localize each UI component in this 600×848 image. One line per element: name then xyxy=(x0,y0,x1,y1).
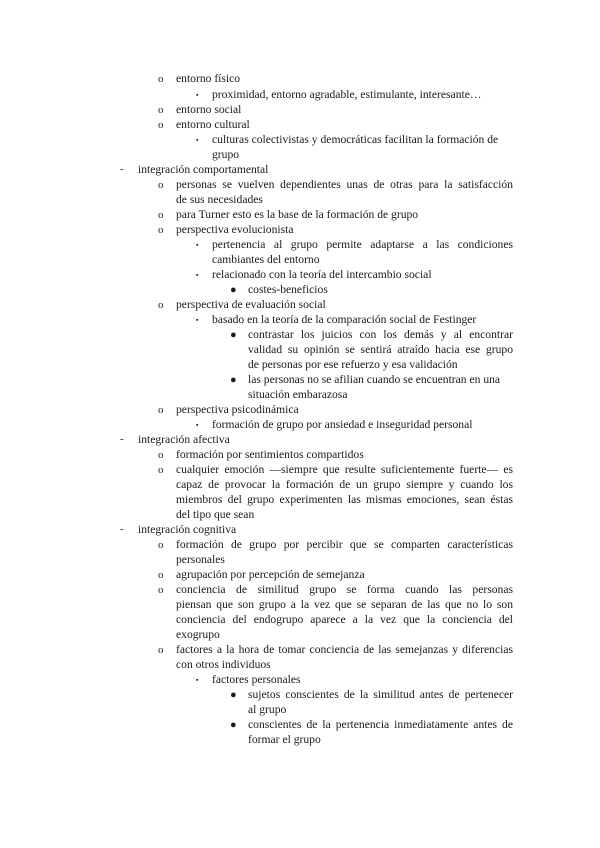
list-item-line: contrastar los juicios con los demás y al encontrar xyxy=(248,328,513,341)
list-marker-square: ▪ xyxy=(196,271,199,279)
section-heading: integración cognitiva xyxy=(138,523,237,536)
list-marker-circle: o xyxy=(158,584,164,596)
list-marker-dash: - xyxy=(120,163,124,175)
list-item: perspectiva de evaluación social xyxy=(176,298,326,311)
section-heading: integración afectiva xyxy=(138,433,230,446)
list-item-line: exogrupo xyxy=(176,628,220,641)
list-marker-square: ▪ xyxy=(196,316,199,324)
list-item-line: con otros individuos xyxy=(176,658,271,671)
list-item-line: validad su opinión se sentirá atraído hacia ese grupo xyxy=(248,343,513,356)
list-item-line: cualquier emoción —siempre que resulte suficientemente fuerte— es xyxy=(176,463,513,476)
list-item: agrupación por percepción de semejanza xyxy=(176,568,365,581)
list-marker-circle: o xyxy=(158,119,164,131)
list-marker-circle: o xyxy=(158,179,164,191)
list-item-line: culturas colectivistas y democráticas facilitan la formación de xyxy=(212,133,499,146)
list-item: entorno físico xyxy=(176,72,241,85)
list-marker-circle: o xyxy=(158,73,164,85)
list-item-line: conciencia del endogrupo aparece a la vez que la conciencia del xyxy=(176,613,513,626)
list-marker-square: ▪ xyxy=(196,676,199,684)
list-item: costes-beneficios xyxy=(248,283,328,296)
list-marker-dot: ● xyxy=(230,329,237,341)
list-marker-square: ▪ xyxy=(196,421,199,429)
list-item-line: capaz de provocar la formación de un grupo siempre y cuando los xyxy=(176,478,513,491)
list-marker-dash: - xyxy=(120,433,124,445)
list-marker-circle: o xyxy=(158,404,164,416)
list-marker-dot: ● xyxy=(230,284,237,296)
list-marker-circle: o xyxy=(158,209,164,221)
list-item-line: las personas no se afilian cuando se encuentran en una xyxy=(248,373,501,386)
list-item-line: cambiantes del entorno xyxy=(212,253,320,266)
list-item: formación por sentimientos compartidos xyxy=(176,448,364,461)
list-marker-circle: o xyxy=(158,539,164,551)
list-marker-circle: o xyxy=(158,299,164,311)
list-item: factores personales xyxy=(212,673,301,686)
list-item-line: de sus necesidades xyxy=(176,193,263,206)
list-item: entorno cultural xyxy=(176,118,250,131)
list-item-line: personas se vuelven dependientes unas de otras para la satisfacción xyxy=(176,178,513,191)
list-item-line: sujetos conscientes de la similitud antes de pertenecer xyxy=(248,688,513,701)
list-item: relacionado con la teoría del intercambio social xyxy=(212,268,432,281)
list-item-line: situación embarazosa xyxy=(248,388,348,401)
list-marker-circle: o xyxy=(158,224,164,236)
list-item-line: factores a la hora de tomar conciencia de las semejanzas y diferencias xyxy=(176,643,513,656)
list-item: entorno social xyxy=(176,103,242,116)
list-marker-circle: o xyxy=(158,464,164,476)
list-item-line: formación de grupo por percibir que se comparten características xyxy=(176,538,513,551)
list-marker-circle: o xyxy=(158,449,164,461)
list-marker-square: ▪ xyxy=(196,136,199,144)
list-item-line: piensan que son grupo a la vez que se separan de las que no lo son xyxy=(176,598,513,611)
list-marker-circle: o xyxy=(158,569,164,581)
list-item: para Turner esto es la base de la formación de grupo xyxy=(176,208,419,221)
list-item: formación de grupo por ansiedad e inseguridad personal xyxy=(212,418,473,431)
list-item-line: grupo xyxy=(212,148,240,161)
list-item-line: de personas por ese refuerzo y esa validación xyxy=(248,358,458,371)
list-item: perspectiva evolucionista xyxy=(176,223,294,236)
list-item: perspectiva psicodinámica xyxy=(176,403,299,416)
list-item: proximidad, entorno agradable, estimulante, interesante… xyxy=(212,88,482,101)
list-marker-square: ▪ xyxy=(196,91,199,99)
list-marker-dot: ● xyxy=(230,719,237,731)
list-item-line: miembros del grupo experimenten las mismas emociones, sean éstas xyxy=(176,493,513,506)
list-item-line: pertenencia al grupo permite adaptarse a las condiciones xyxy=(212,238,513,251)
section-heading: integración comportamental xyxy=(138,163,269,176)
list-item-line: conscientes de la pertenencia inmediatamente antes de xyxy=(248,718,513,731)
list-item-line: del tipo que sean xyxy=(176,508,255,521)
list-marker-dash: - xyxy=(120,523,124,535)
list-item-line: conciencia de similitud grupo se forma cuando las personas xyxy=(176,583,513,596)
list-item-line: al grupo xyxy=(248,703,287,716)
list-item-line: formar el grupo xyxy=(248,733,321,746)
list-marker-circle: o xyxy=(158,104,164,116)
list-marker-square: ▪ xyxy=(196,241,199,249)
list-marker-circle: o xyxy=(158,644,164,656)
list-item: basado en la teoría de la comparación social de Festinger xyxy=(212,313,477,326)
list-marker-dot: ● xyxy=(230,374,237,386)
list-item-line: personales xyxy=(176,553,225,566)
list-marker-dot: ● xyxy=(230,689,237,701)
